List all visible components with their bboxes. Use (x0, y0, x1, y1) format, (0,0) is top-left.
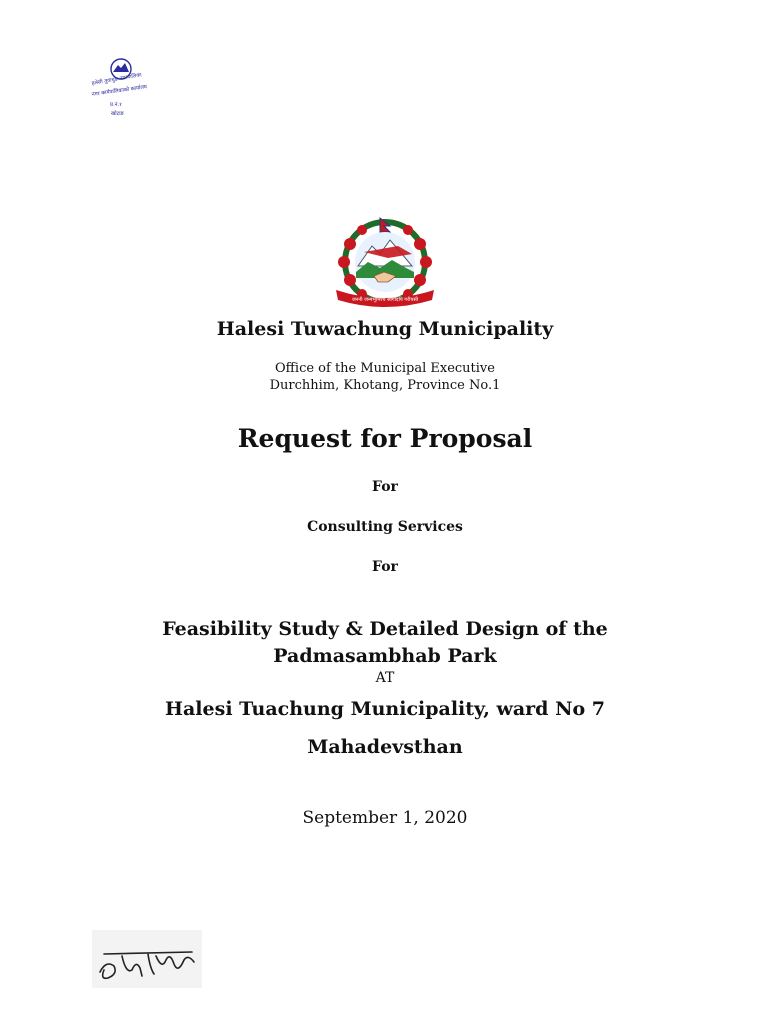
project-title-line-2: Padmasambhab Park (273, 645, 497, 667)
svg-text:नगर कार्यपालिकाको कार्यालय: नगर कार्यपालिकाको कार्यालय (91, 84, 148, 98)
at-label: AT (375, 670, 395, 686)
nepal-emblem-icon (328, 214, 442, 310)
document-date: September 1, 2020 (302, 808, 468, 828)
svg-text:खोटाङ: खोटाङ (111, 111, 124, 117)
office-line-1: Office of the Municipal Executive (275, 361, 495, 376)
location-place: Mahadevsthan (307, 736, 463, 758)
municipal-stamp-icon (78, 52, 164, 122)
project-title-line-1: Feasibility Study & Detailed Design of the (162, 618, 608, 640)
handwritten-signature-icon (92, 930, 202, 988)
for-label-1: For (372, 479, 398, 495)
svg-text:हलेसी तुवाचुङ नगरपालिका: हलेसी तुवाचुङ नगरपालिका (91, 72, 143, 87)
for-label-2: For (372, 559, 398, 575)
consulting-services-label: Consulting Services (307, 519, 463, 535)
office-line-2: Durchhim, Khotang, Province No.1 (269, 378, 501, 393)
document-title: Request for Proposal (237, 424, 533, 453)
municipality-name: Halesi Tuwachung Municipality (216, 318, 554, 340)
svg-text:प्र.नं.१: प्र.नं.१ (110, 102, 122, 108)
svg-text:जननी जन्मभूमिश्च स्वर्गादपि गर: जननी जन्मभूमिश्च स्वर्गादपि गरीयसी (351, 297, 419, 303)
location-ward: Halesi Tuachung Municipality, ward No 7 (165, 698, 605, 720)
